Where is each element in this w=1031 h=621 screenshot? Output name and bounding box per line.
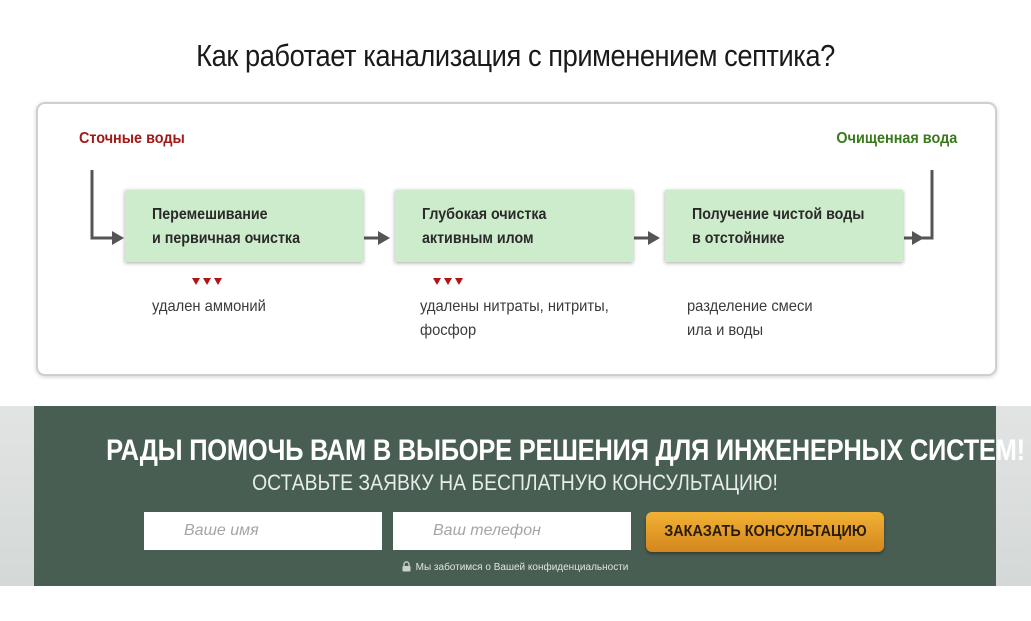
order-consultation-button-label: ЗАКАЗАТЬ КОНСУЛЬТАЦИЮ [663,523,867,540]
stage-note-line: ила и воды [687,322,764,339]
triple-down-triangle-icon [192,278,224,288]
stage-note-mixing [152,295,276,319]
stage-title-line: активным илом [422,230,534,247]
triple-down-triangle-icon [433,278,465,288]
consultation-panel [34,406,1025,586]
stage-note-deep-cleaning [420,295,625,343]
inlet-pipe [92,170,112,238]
input-label: Сточные воды [79,130,185,147]
arrow-right-icon [378,231,390,245]
stage-note-line: удалены нитраты, нитриты, [420,298,609,315]
stage-mixing [125,190,363,262]
outlet-pipe [904,170,932,238]
stage-title-line: Получение чистой воды [692,206,865,223]
arrow-right-icon [648,231,660,245]
phone-input[interactable] [393,512,631,550]
stage-note-line: разделение смеси [687,298,813,315]
lock-icon [402,561,411,572]
arrow-right-icon [912,231,924,245]
cta-band [0,406,1031,586]
stage-note-line: фосфор [420,322,477,339]
stage-deep-cleaning [395,190,633,262]
stage-title-line: в отстойнике [692,230,785,247]
stage-settling [665,190,903,262]
stage-title-line: Перемешивание [152,206,268,223]
arrow-right-icon [112,231,124,245]
cta-subheading: ОСТАВЬТЕ ЗАЯВКУ НА БЕСПЛАТНУЮ КОНСУЛЬТАЦИЮ! [252,470,778,495]
output-label: Очищенная вода [836,130,957,147]
cta-heading: РАДЫ ПОМОЧЬ ВАМ В ВЫБОРЕ РЕШЕНИЯ ДЛЯ ИНЖЕНЕРНЫХ СИСТЕМ! [106,434,1025,467]
stage-title-line: Глубокая очистка [422,206,547,223]
stage-title-line: и первичная очистка [152,230,301,247]
order-consultation-button[interactable] [646,512,884,552]
privacy-text: Мы заботимся о Вашей конфиденциальности [415,562,629,573]
name-input[interactable] [144,512,382,550]
stage-note-line: удален аммоний [152,298,266,315]
stage-note-settling [687,295,824,343]
privacy-note [34,561,996,573]
page-title: Как работает канализация с применением септика? [196,38,835,73]
